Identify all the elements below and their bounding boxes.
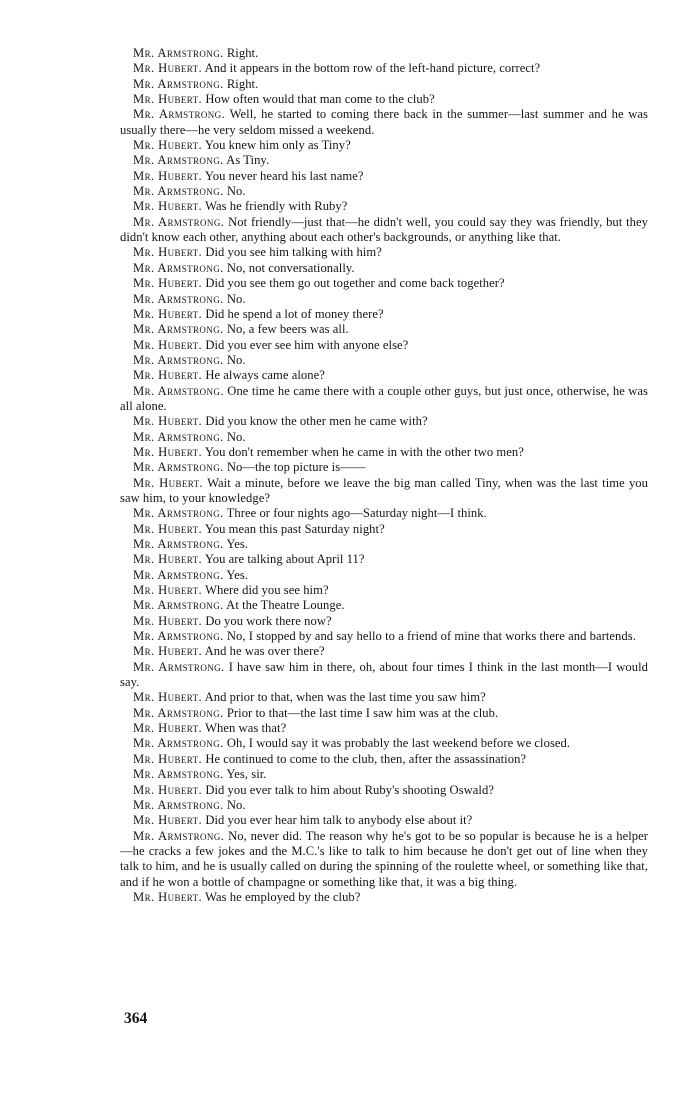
speech-text: Wait a minute, before we leave the big man called Tiny, when was the last time you saw him, to your knowledge? bbox=[120, 475, 648, 505]
speaker-name: Mr. Armstrong. bbox=[133, 705, 224, 720]
testimony-paragraph bbox=[120, 522, 648, 537]
testimony-paragraph bbox=[120, 61, 648, 76]
speaker-name: Mr. Armstrong. bbox=[133, 383, 224, 398]
speech-text: Was he employed by the club? bbox=[205, 889, 361, 904]
testimony-paragraph bbox=[120, 644, 648, 659]
speech-text: Did you ever hear him talk to anybody else about it? bbox=[205, 813, 473, 828]
speaker-name: Mr. Hubert. bbox=[133, 813, 203, 828]
testimony-paragraph bbox=[120, 598, 648, 613]
speech-text: Do you work there now? bbox=[205, 613, 332, 628]
speaker-name: Mr. Armstrong. bbox=[133, 506, 224, 521]
speaker-name: Mr. Hubert. bbox=[133, 337, 203, 352]
speaker-name: Mr. Hubert. bbox=[133, 276, 203, 291]
speaker-name: Mr. Hubert. bbox=[133, 245, 203, 260]
testimony-paragraph bbox=[120, 798, 648, 813]
testimony-paragraph bbox=[120, 568, 648, 583]
speaker-name: Mr. Armstrong. bbox=[133, 291, 224, 306]
speech-text: No. bbox=[226, 429, 246, 444]
speech-text: And it appears in the bottom row of the left-hand picture, correct? bbox=[204, 61, 541, 76]
speech-text: How often would that man come to the club? bbox=[205, 92, 435, 107]
speech-text: No, a few beers was all. bbox=[226, 322, 349, 337]
speaker-name: Mr. Hubert. bbox=[133, 368, 203, 383]
testimony-paragraph bbox=[120, 107, 648, 138]
testimony-paragraph bbox=[120, 690, 648, 705]
speech-text: Right. bbox=[226, 76, 259, 91]
speaker-name: Mr. Armstrong. bbox=[133, 629, 224, 644]
testimony-paragraph bbox=[120, 890, 648, 905]
speech-text: Well, he started to coming there back in the summer—last summer and he was usually there—he very seldom missed a weekend. bbox=[120, 107, 649, 137]
testimony-paragraph bbox=[120, 276, 648, 291]
testimony-paragraph bbox=[120, 552, 648, 567]
testimony-paragraph bbox=[120, 721, 648, 736]
testimony-paragraph bbox=[120, 829, 648, 890]
speech-text: No, never did. The reason why he's got to be so popular is because he is a helper—he cracks a few jokes and the M.C.'s like to talk to him because he don't get out of line when they talk to him, and he is usually called on during the spinning of the roulette wheel, or something like that, and if he won a bottle of champagne or something like that, it was a big thing. bbox=[120, 828, 649, 889]
speaker-name: Mr. Armstrong. bbox=[133, 659, 225, 674]
testimony-transcript bbox=[120, 46, 648, 905]
speech-text: You mean this past Saturday night? bbox=[204, 521, 385, 536]
speaker-name: Mr. Hubert. bbox=[133, 306, 203, 321]
speaker-name: Mr. Hubert. bbox=[133, 168, 203, 183]
testimony-paragraph bbox=[120, 414, 648, 429]
speech-text: No. bbox=[226, 352, 246, 367]
speaker-name: Mr. Armstrong. bbox=[133, 598, 224, 613]
speech-text: Right. bbox=[226, 46, 259, 60]
testimony-paragraph bbox=[120, 629, 648, 644]
speech-text: No. bbox=[226, 184, 246, 199]
testimony-paragraph bbox=[120, 506, 648, 521]
speech-text: I have saw him in there, oh, about four times I think in the last month—I would say. bbox=[120, 659, 649, 690]
testimony-paragraph bbox=[120, 783, 648, 798]
testimony-paragraph bbox=[120, 460, 648, 475]
speaker-name: Mr. Hubert. bbox=[133, 690, 203, 705]
testimony-paragraph bbox=[120, 77, 648, 92]
speaker-name: Mr. Hubert. bbox=[133, 889, 203, 904]
testimony-paragraph bbox=[120, 353, 648, 368]
speaker-name: Mr. Armstrong. bbox=[133, 214, 225, 229]
speech-text: And he was over there? bbox=[204, 644, 325, 659]
testimony-paragraph bbox=[120, 307, 648, 322]
testimony-paragraph bbox=[120, 736, 648, 751]
testimony-paragraph bbox=[120, 153, 648, 168]
speaker-name: Mr. Hubert. bbox=[133, 92, 203, 107]
testimony-paragraph bbox=[120, 292, 648, 307]
speaker-name: Mr. Armstrong. bbox=[133, 828, 225, 843]
speaker-name: Mr. Armstrong. bbox=[133, 260, 224, 275]
page-number: 364 bbox=[124, 1010, 148, 1027]
speaker-name: Mr. Armstrong. bbox=[133, 322, 224, 337]
speaker-name: Mr. Hubert. bbox=[133, 61, 203, 76]
testimony-paragraph bbox=[120, 384, 648, 415]
testimony-paragraph bbox=[120, 706, 648, 721]
testimony-paragraph bbox=[120, 614, 648, 629]
speaker-name: Mr. Hubert. bbox=[133, 199, 203, 214]
testimony-paragraph bbox=[120, 813, 648, 828]
speech-text: Did he spend a lot of money there? bbox=[205, 306, 384, 321]
speaker-name: Mr. Armstrong. bbox=[133, 537, 224, 551]
speaker-name: Mr. Armstrong. bbox=[133, 567, 224, 582]
testimony-paragraph bbox=[120, 445, 648, 460]
speech-text: At the Theatre Lounge. bbox=[226, 598, 345, 613]
speaker-name: Mr. Armstrong. bbox=[133, 153, 224, 168]
speech-text: Did you see him talking with him? bbox=[205, 245, 382, 260]
speech-text: Oh, I would say it was probably the last weekend before we closed. bbox=[226, 736, 571, 751]
speaker-name: Mr. Armstrong. bbox=[133, 736, 224, 751]
testimony-paragraph bbox=[120, 537, 648, 552]
speech-text: Yes. bbox=[226, 537, 249, 551]
speech-text: Three or four nights ago—Saturday night—I think. bbox=[226, 506, 487, 521]
speech-text: And prior to that, when was the last time you saw him? bbox=[204, 690, 486, 705]
speech-text: He continued to come to the club, then, after the assassination? bbox=[205, 751, 527, 766]
speech-text: Did you ever talk to him about Ruby's shooting Oswald? bbox=[205, 782, 494, 797]
speech-text: No, not conversationally. bbox=[226, 260, 355, 275]
testimony-paragraph bbox=[120, 138, 648, 153]
testimony-paragraph bbox=[120, 767, 648, 782]
speech-text: Yes, sir. bbox=[226, 767, 267, 782]
speech-text: You are talking about April 11? bbox=[204, 552, 365, 567]
testimony-paragraph bbox=[120, 583, 648, 598]
speech-text: Yes. bbox=[226, 567, 249, 582]
testimony-paragraph bbox=[120, 430, 648, 445]
speaker-name: Mr. Armstrong. bbox=[133, 184, 224, 199]
speaker-name: Mr. Hubert. bbox=[133, 444, 203, 459]
testimony-paragraph bbox=[120, 476, 648, 507]
testimony-paragraph bbox=[120, 660, 648, 691]
speech-text: No—the top picture is—— bbox=[226, 460, 366, 475]
speech-text: No. bbox=[226, 291, 246, 306]
speaker-name: Mr. Armstrong. bbox=[133, 76, 224, 91]
speaker-name: Mr. Hubert. bbox=[133, 475, 204, 490]
speaker-name: Mr. Hubert. bbox=[133, 721, 203, 736]
speaker-name: Mr. Hubert. bbox=[133, 583, 203, 598]
speaker-name: Mr. Armstrong. bbox=[133, 352, 224, 367]
testimony-paragraph bbox=[120, 338, 648, 353]
testimony-paragraph bbox=[120, 199, 648, 214]
testimony-paragraph bbox=[120, 752, 648, 767]
speech-text: He always came alone? bbox=[205, 368, 325, 383]
speech-text: Did you see them go out together and come back together? bbox=[205, 276, 505, 291]
speech-text: Prior to that—the last time I saw him was at the club. bbox=[226, 705, 499, 720]
speaker-name: Mr. Armstrong. bbox=[133, 429, 224, 444]
speech-text: When was that? bbox=[205, 721, 287, 736]
testimony-paragraph bbox=[120, 368, 648, 383]
testimony-paragraph bbox=[120, 322, 648, 337]
speech-text: You never heard his last name? bbox=[204, 168, 364, 183]
speech-text: Where did you see him? bbox=[205, 583, 329, 598]
speaker-name: Mr. Hubert. bbox=[133, 521, 203, 536]
speech-text: You don't remember when he came in with the other two men? bbox=[204, 444, 524, 459]
speech-text: Did you ever see him with anyone else? bbox=[205, 337, 409, 352]
speech-text: Did you know the other men he came with? bbox=[205, 414, 428, 429]
speaker-name: Mr. Armstrong. bbox=[133, 797, 224, 812]
speech-text: Not friendly—just that—he didn't well, you could say they was friendly, but they didn't know each other, anything about each other's backgrounds, or anything like that. bbox=[120, 214, 649, 245]
speech-text: Was he friendly with Ruby? bbox=[205, 199, 348, 214]
speaker-name: Mr. Armstrong. bbox=[133, 46, 224, 60]
speech-text: No, I stopped by and say hello to a friend of mine that works there and bartends. bbox=[226, 629, 636, 644]
testimony-paragraph bbox=[120, 184, 648, 199]
testimony-paragraph bbox=[120, 46, 648, 61]
speaker-name: Mr. Armstrong. bbox=[133, 767, 224, 782]
speaker-name: Mr. Hubert. bbox=[133, 782, 203, 797]
testimony-paragraph bbox=[120, 261, 648, 276]
speaker-name: Mr. Hubert. bbox=[133, 613, 203, 628]
speaker-name: Mr. Hubert. bbox=[133, 138, 203, 153]
speech-text: One time he came there with a couple other guys, but just once, otherwise, he was all alone. bbox=[120, 383, 648, 413]
speaker-name: Mr. Hubert. bbox=[133, 414, 203, 429]
speaker-name: Mr. Armstrong. bbox=[133, 460, 224, 475]
testimony-paragraph bbox=[120, 215, 648, 246]
speaker-name: Mr. Hubert. bbox=[133, 751, 203, 766]
speech-text: No. bbox=[226, 797, 246, 812]
testimony-paragraph bbox=[120, 92, 648, 107]
speaker-name: Mr. Hubert. bbox=[133, 552, 203, 567]
testimony-paragraph bbox=[120, 169, 648, 184]
speaker-name: Mr. Armstrong. bbox=[133, 107, 226, 122]
speech-text: As Tiny. bbox=[226, 153, 270, 168]
speech-text: You knew him only as Tiny? bbox=[204, 138, 351, 153]
speaker-name: Mr. Hubert. bbox=[133, 644, 203, 659]
testimony-paragraph bbox=[120, 245, 648, 260]
